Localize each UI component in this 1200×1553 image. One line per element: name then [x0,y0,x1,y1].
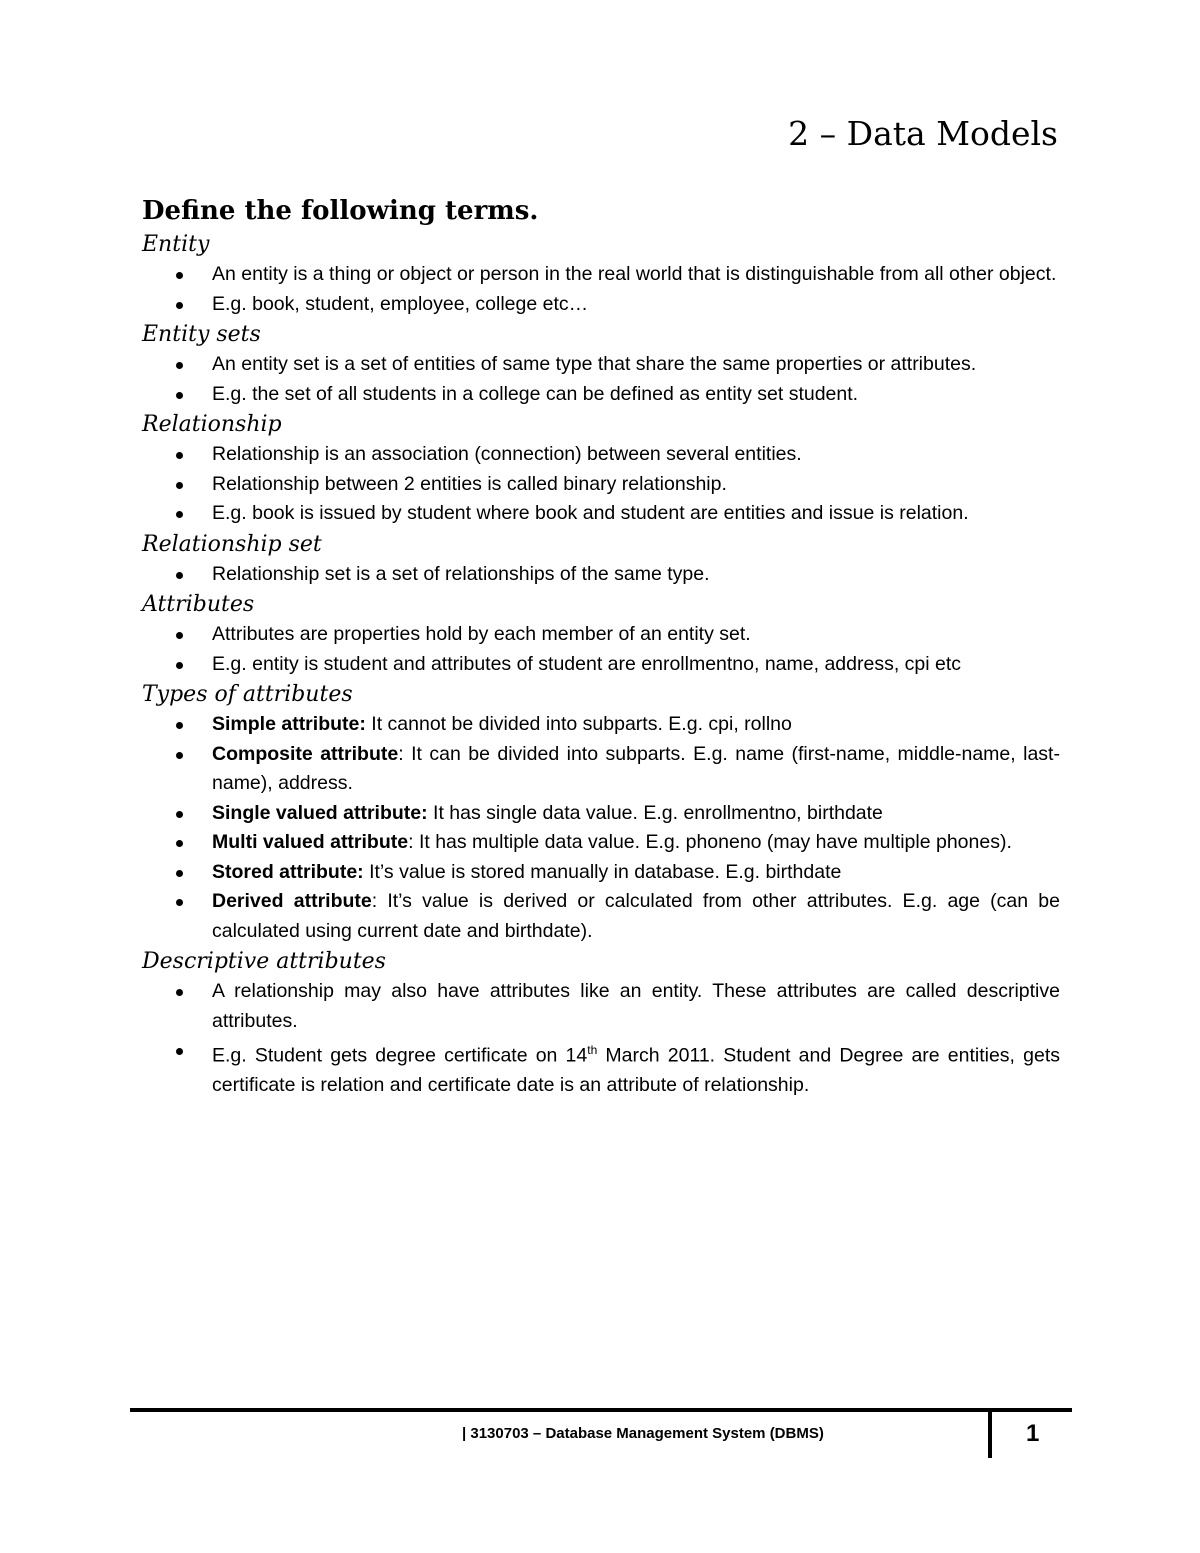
section-title: Attributes [142,592,255,617]
term-label: Single valued attribute: [212,801,428,824]
bullet-list [142,977,1060,1101]
item-text: : It’s value is derived or calculated from other attributes. E.g. age (can be calculated using current date and birthdate). [212,890,1060,942]
item-text: Attributes are properties hold by each member of an entity set. [212,623,751,645]
item-text: : It has multiple data value. E.g. phoneno (may have multiple phones). [408,831,1012,853]
item-text: An entity is a thing or object or person in the real world that is distinguishable from all other object. [212,263,1057,285]
list-item [142,887,1060,946]
bullet-icon [176,662,183,669]
bullet-icon [176,272,183,279]
list-item [142,1036,1060,1101]
item-text: E.g. entity is student and attributes of student are enrollmentno, name, address, cpi etc [212,652,962,675]
bullet-list [142,350,1060,409]
section-title: Relationship set [142,531,322,557]
list-item [142,650,1060,680]
item-text: A relationship may also have attributes like an entity. These attributes are called descriptive attributes. [212,980,1060,1032]
bullet-icon [176,1048,183,1055]
section-title: Relationship [142,412,282,437]
item-text: E.g. book, student, employee, college etc… [212,292,589,315]
item-text: : It can be divided into subparts. E.g. name (first-name, middle-name, last-name), address. [212,742,1060,794]
term-label: Multi valued attribute [212,831,409,853]
bullet-icon [176,811,183,818]
list-item [142,440,1060,470]
list-item [142,560,1060,590]
list-item [142,620,1060,650]
main-heading: Define the following terms. [142,196,539,226]
list-item [142,710,1060,740]
footer-course-text: | 3130703 – Database Management System (DBMS) [462,1425,824,1442]
section-title: Descriptive attributes [142,949,386,974]
bullet-icon [176,840,183,847]
page-title: 2 – Data Models [788,114,1058,153]
list-item [142,380,1060,410]
list-item [142,740,1060,799]
item-text-continued: March 2011. Student and Degree are entities, gets certificate is relation and certificate date is an attribute of relationship. [212,1044,1060,1096]
bullet-list [142,440,1060,529]
bullet-list [142,710,1060,946]
item-text: E.g. the set of all students in a college can be defined as entity set student. [212,382,859,405]
list-item [142,977,1060,1036]
footer-divider [988,1410,992,1458]
term-label: Composite attribute [212,742,399,765]
bullet-icon [176,511,183,518]
bullet-list [142,620,1060,679]
bullet-list [142,260,1060,319]
section-title: Entity sets [142,322,261,347]
item-text: E.g. book is issued by student where book and student are entities and issue is relation. [212,502,969,524]
bullet-list [142,560,1060,590]
item-text: An entity set is a set of entities of same type that share the same properties or attributes. [212,353,977,375]
bullet-icon [176,392,183,399]
term-label: Stored attribute: [212,860,364,883]
bullet-icon [176,362,183,369]
item-text: Relationship between 2 entities is called binary relationship. [212,472,727,495]
list-item [142,470,1060,500]
item-text: E.g. Student gets degree certificate on 14 [212,1044,588,1067]
list-item [142,290,1060,320]
bullet-icon [176,302,183,309]
bullet-icon [176,572,183,579]
footer-rule [130,1408,1072,1412]
list-item [142,799,1060,829]
bullet-icon [176,482,183,489]
item-text: It’s value is stored manually in database. E.g. birthdate [363,860,842,883]
item-text: It has single data value. E.g. enrollmentno, birthdate [427,801,883,824]
bullet-icon [176,899,183,906]
list-item [142,828,1060,858]
list-item [142,499,1060,529]
bullet-icon [176,452,183,459]
bullet-icon [176,989,183,996]
item-text: Relationship set is a set of relationships of the same type. [212,562,710,585]
term-label: Simple attribute: [212,713,366,735]
section-title: Types of attributes [142,682,353,707]
section-title: Entity [142,232,210,257]
list-item [142,350,1060,380]
definitions-content [142,229,1060,1101]
bullet-icon [176,870,183,877]
list-item [142,858,1060,888]
page-number: 1 [1026,1420,1040,1447]
bullet-icon [176,752,183,759]
bullet-icon [176,632,183,639]
bullet-icon [176,722,183,729]
item-text: Relationship is an association (connection) between several entities. [212,443,802,465]
item-text: It cannot be divided into subparts. E.g. cpi, rollno [365,713,792,735]
list-item [142,260,1060,290]
term-label: Derived attribute [212,890,372,912]
superscript: th [587,1043,598,1057]
